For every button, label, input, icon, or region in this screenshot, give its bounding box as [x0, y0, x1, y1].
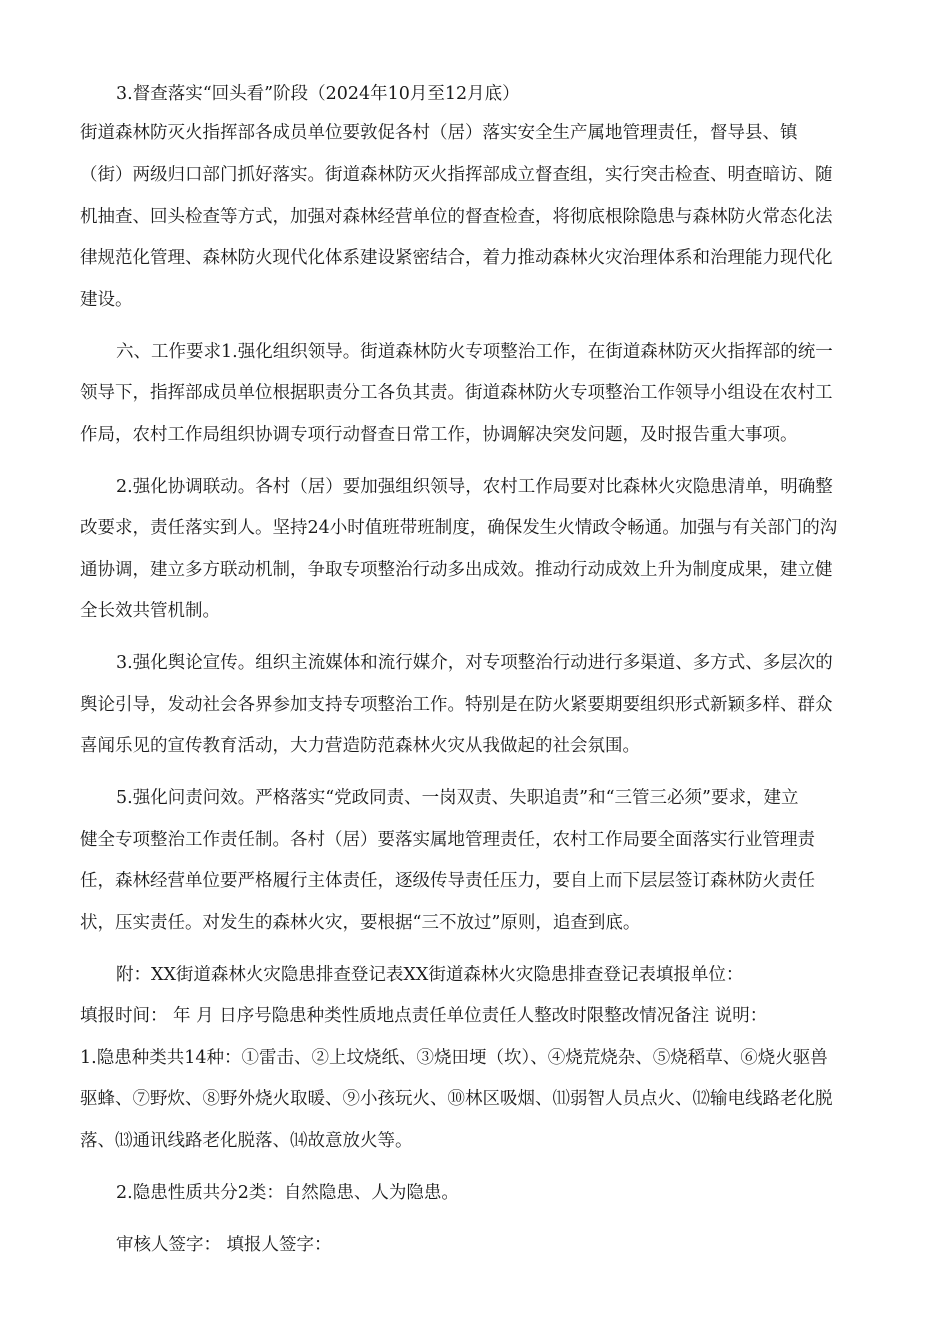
paragraph-line: 全长效共管机制。	[80, 601, 220, 621]
paragraph-line: 喜闻乐见的宣传教育活动，大力营造防范森林火灾从我做起的社会氛围。	[80, 736, 640, 756]
paragraph-line: 任，森林经营单位要严格履行主体责任，逐级传导责任压力，要自上而下层层签订森林防火责任	[80, 871, 815, 891]
signature-line: 审核人签字： 填报人签字：	[116, 1235, 332, 1255]
paragraph-line: 领导下，指挥部成员单位根据职责分工各负其责。街道森林防火专项整治工作领导小组设在农村工	[80, 383, 833, 403]
section-heading-work-requirements: 六、工作要求1.强化组织领导。街道森林防火专项整治工作，在街道森林防灭火指挥部的统一	[116, 342, 833, 362]
appendix-line: 附：XX街道森林火灾隐患排查登记表XX街道森林火灾隐患排查登记表填报单位：	[116, 965, 744, 985]
appendix-line: 落、⒀通讯线路老化脱落、⒁故意放火等。	[80, 1131, 413, 1151]
paragraph-line: 舆论引导，发动社会各界参加支持专项整治工作。特别是在防火紧要期要组织形式新颖多样、群众	[80, 695, 833, 715]
paragraph-line: 健全专项整治工作责任制。各村（居）要落实属地管理责任，农村工作局要全面落实行业管理责	[80, 830, 815, 850]
appendix-line: 驱蜂、⑦野炊、⑧野外烧火取暖、⑨小孩玩火、⑩林区吸烟、⑾弱智人员点火、⑿输电线路老化脱	[80, 1089, 833, 1109]
paragraph-line: 街道森林防灭火指挥部各成员单位要敦促各村（居）落实安全生产属地管理责任，督导县、镇	[80, 123, 798, 143]
paragraph-line: 机抽查、回头检查等方式，加强对森林经营单位的督查检查，将彻底根除隐患与森林防火常态化法	[80, 207, 833, 227]
paragraph-line: 状，压实责任。对发生的森林火灾，要根据“三不放过”原则，追查到底。	[80, 913, 641, 933]
paragraph-line: 3.强化舆论宣传。组织主流媒体和流行媒介，对专项整治行动进行多渠道、多方式、多层次的	[116, 653, 833, 673]
paragraph-line: 5.强化问责问效。严格落实“党政同责、一岗双责、失职追责”和“三管三必须”要求，建立	[116, 788, 799, 808]
appendix-line: 2.隐患性质共分2类：自然隐患、人为隐患。	[116, 1183, 459, 1203]
paragraph-line: 作局，农村工作局组织协调专项行动督查日常工作，协调解决突发问题，及时报告重大事项。	[80, 425, 798, 445]
appendix-line: 填报时间： 年 月 日序号隐患种类性质地点责任单位责任人整改时限整改情况备注 说明：	[80, 1006, 768, 1026]
section-heading-revisit-stage: 3.督查落实“回头看”阶段（2024年10月至12月底）	[116, 84, 520, 104]
paragraph-line: 改要求，责任落实到人。坚持24小时值班带班制度，确保发生火情政令畅通。加强与有关部门的沟	[80, 518, 838, 538]
paragraph-line: 通协调，建立多方联动机制，争取专项整治行动多出成效。推动行动成效上升为制度成果，建立健	[80, 560, 833, 580]
paragraph-line: （街）两级归口部门抓好落实。街道森林防灭火指挥部成立督查组，实行突击检查、明查暗访、随	[80, 165, 833, 185]
paragraph-line: 律规范化管理、森林防火现代化体系建设紧密结合，着力推动森林火灾治理体系和治理能力现代化	[80, 248, 833, 268]
appendix-line: 1.隐患种类共14种：①雷击、②上坟烧纸、③烧田埂（坎）、④烧荒烧杂、⑤烧稻草、⑥烧火驱兽	[80, 1048, 828, 1068]
paragraph-line: 建设。	[80, 290, 133, 310]
paragraph-line: 2.强化协调联动。各村（居）要加强组织领导，农村工作局要对比森林火灾隐患清单，明确整	[116, 477, 833, 497]
